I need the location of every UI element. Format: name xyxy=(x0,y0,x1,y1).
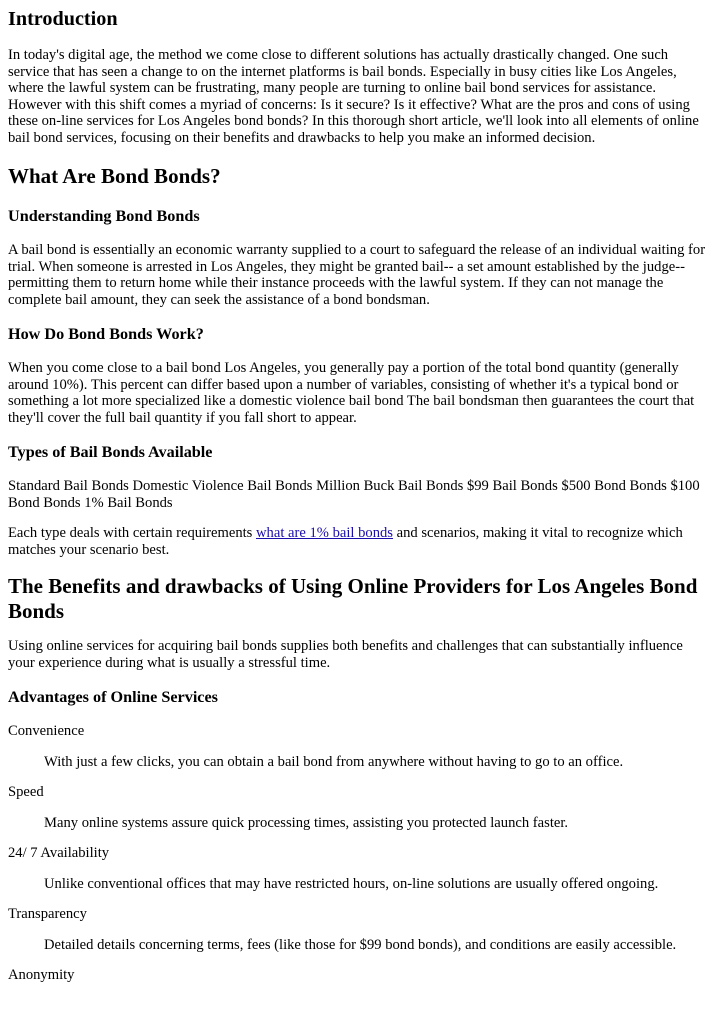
advantages-list xyxy=(8,723,712,984)
one-percent-bail-bonds-link[interactable]: what are 1% bail bonds xyxy=(256,525,393,541)
advantage-description: With just a few clicks, you can obtain a bail bond from anywhere without having to go to an office. xyxy=(44,753,624,770)
advantage-description: Detailed details concerning terms, fees (like those for $99 bond bonds), and conditions are easily accessible. xyxy=(44,936,677,953)
types-paragraph xyxy=(8,525,712,558)
advantage-term: 24/ 7 Availability xyxy=(8,845,110,861)
understanding-heading: Understanding Bond Bonds xyxy=(8,207,200,225)
advantage-term: Anonymity xyxy=(8,967,75,983)
how-work-paragraph: When you come close to a bail bond Los Angeles, you generally pay a portion of the total bond quantity (generally around 10%). This percent can differ based upon a number of variables, consisting of whether it's a typical bond or something a lot more specialized like a domestic violence bail bond The bail bondsman then guarantees the court that they'll cover the full bail quantity if you fall short to appear. xyxy=(8,360,695,426)
benefits-heading: The Benefits and drawbacks of Using Online Providers for Los Angeles Bond Bonds xyxy=(8,574,698,623)
advantage-description: Unlike conventional offices that may have restricted hours, on-line solutions are usually offered ongoing. xyxy=(44,875,659,892)
how-work-heading: How Do Bond Bonds Work? xyxy=(8,325,204,343)
types-text-after: and scenarios, making it vital to recognize which matches your scenario best. xyxy=(8,525,683,558)
types-heading: Types of Bail Bonds Available xyxy=(8,443,213,461)
advantage-description: Many online systems assure quick processing times, assisting you protected launch faster. xyxy=(44,814,569,831)
advantage-term: Transparency xyxy=(8,906,87,922)
understanding-paragraph: A bail bond is essentially an economic warranty supplied to a court to safeguard the release of an individual waiting for trial. When someone is arrested in Los Angeles, they might be granted bail-- a set amount established by the judge-- permitting them to return home while their instance proceeds with the lawful system. If they can not manage the complete bail amount, they can seek the assistance of a bond bondsman. xyxy=(8,242,706,308)
advantage-term: Speed xyxy=(8,784,44,800)
intro-heading: Introduction xyxy=(8,8,118,30)
article xyxy=(0,7,720,984)
intro-paragraph: In today's digital age, the method we come close to different solutions has actually drastically changed. One such service that has seen a change to on the internet platforms is bail bonds. Especially in busy cities like Los Angeles, where the lawful system can be frustrating, many people are turning to online bail bond services for assistance. However with this shift comes a myriad of concerns: Is it secure? Is it effective? What are the pros and cons of using these on-line services for Los Angeles bond bonds? In this thorough short article, we'll look into all elements of online bail bond services, focusing on their benefits and drawbacks to help you make an informed decision. xyxy=(8,47,699,146)
benefits-paragraph: Using online services for acquiring bail bonds supplies both benefits and challenges that can substantially influence your experience during what is usually a stressful time. xyxy=(8,638,683,671)
what-are-heading: What Are Bond Bonds? xyxy=(8,164,221,188)
types-list: Standard Bail Bonds Domestic Violence Bail Bonds Million Buck Bail Bonds $99 Bail Bonds $500 Bond Bonds $100 Bond Bonds 1% Bail Bonds xyxy=(8,478,700,511)
advantage-term: Convenience xyxy=(8,723,85,739)
advantages-heading: Advantages of Online Services xyxy=(8,688,218,706)
types-text-before: Each type deals with certain requirements xyxy=(8,525,256,541)
